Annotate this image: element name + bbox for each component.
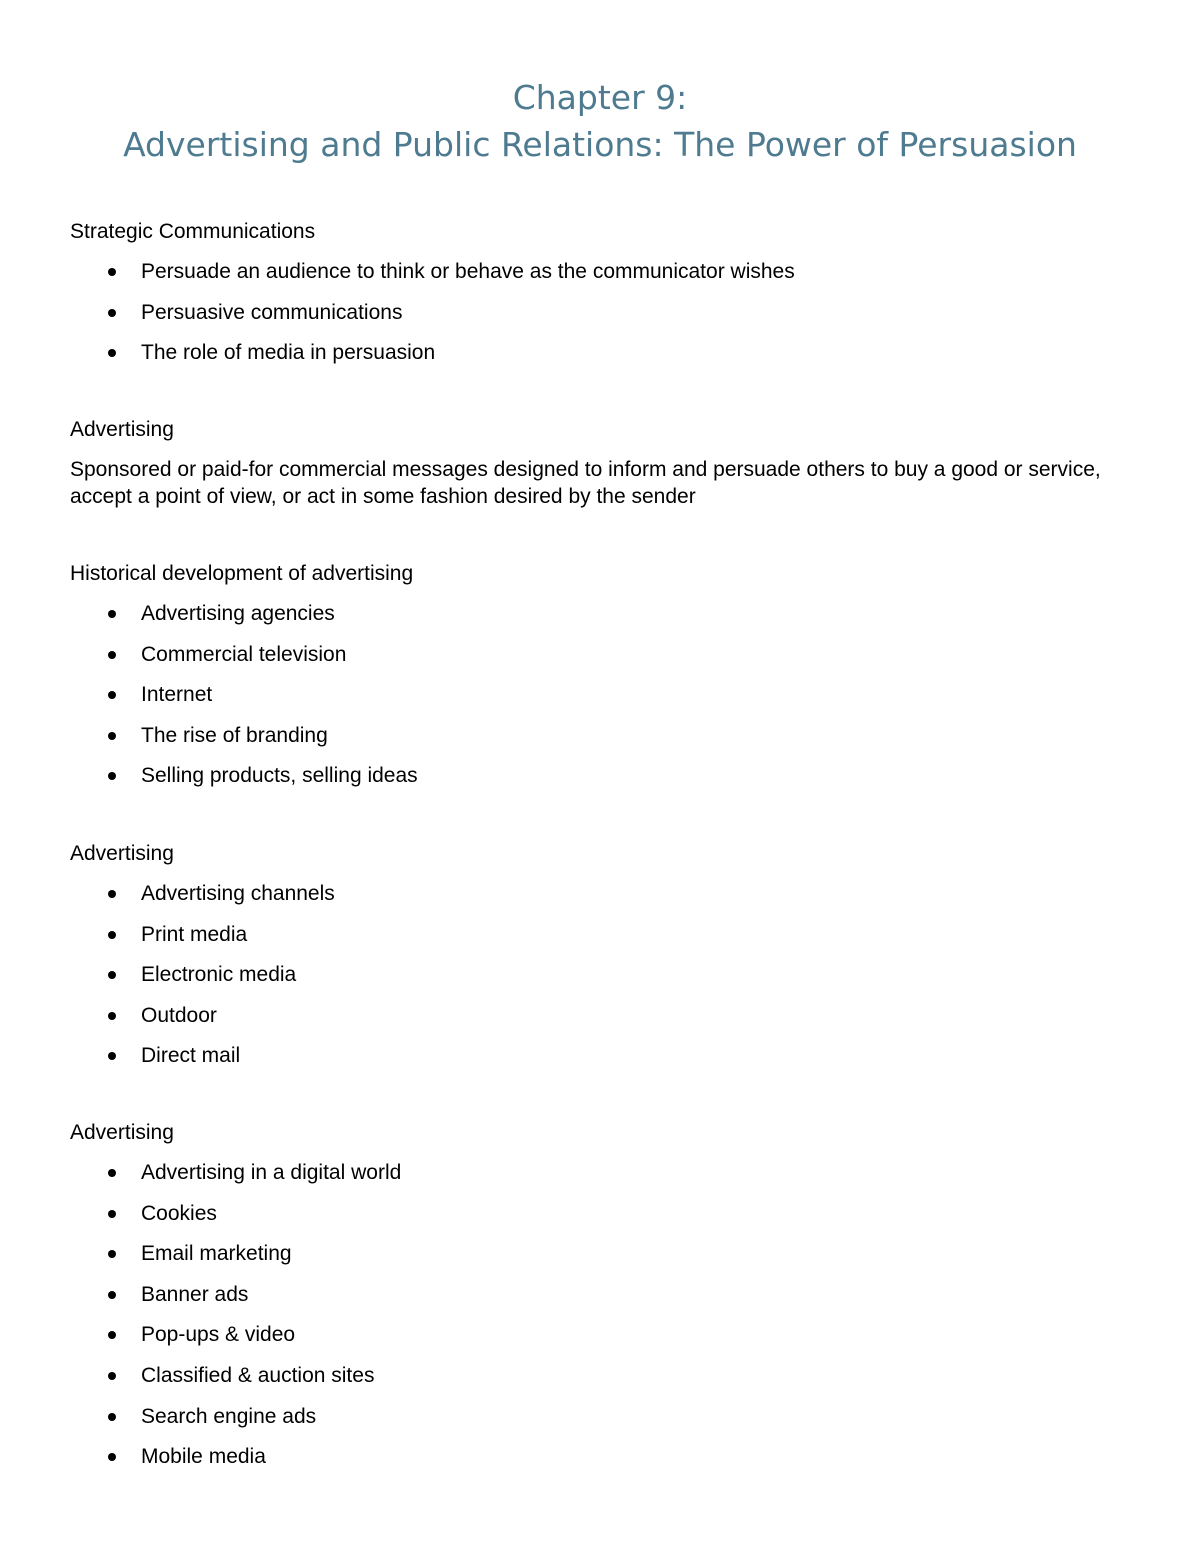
bullet-icon: [108, 349, 116, 357]
list-item: [70, 921, 1130, 949]
section-heading: Historical development of advertising: [70, 562, 414, 585]
list-item: [70, 1281, 1130, 1309]
list-item: [70, 1403, 1130, 1431]
list-item: [70, 762, 1130, 790]
section-heading: Advertising: [70, 1121, 174, 1144]
bullet-icon: [108, 1331, 116, 1339]
list-item-text: Persuade an audience to think or behave as the communicator wishes: [141, 260, 795, 283]
list-item: [70, 1240, 1130, 1268]
list-item: [70, 880, 1130, 908]
bullet-icon: [108, 1169, 116, 1177]
list-item-text: Outdoor: [141, 1003, 217, 1027]
list-item-text: Advertising agencies: [141, 602, 335, 625]
chapter-title: [0, 74, 1200, 168]
bullet-icon: [108, 1210, 116, 1218]
list-item: [70, 600, 1130, 628]
list-item-text: Mobile media: [141, 1445, 266, 1469]
list-item-text: Pop-ups & video: [141, 1323, 296, 1347]
list-item-text: Search engine ads: [141, 1404, 317, 1428]
bullet-icon: [108, 1012, 116, 1020]
bullet-icon: [108, 1052, 116, 1060]
list-item-text: Print media: [141, 922, 248, 946]
list-item: [70, 681, 1130, 709]
section-historical-development: [70, 560, 1130, 803]
list-item-text: Classified & auction sites: [141, 1363, 375, 1387]
list-item-text: Advertising channels: [141, 882, 335, 905]
list-item: [70, 258, 1130, 286]
list-item: [70, 1321, 1130, 1349]
list-item-text: Cookies: [141, 1201, 217, 1225]
section-heading: Advertising: [70, 418, 174, 441]
list-item-text: Banner ads: [141, 1282, 249, 1306]
section-advertising-channels: [70, 840, 1130, 1083]
section-heading: Strategic Communications: [70, 220, 316, 243]
list-item-text: Persuasive communications: [141, 300, 403, 324]
list-item: [70, 339, 1130, 367]
bullet-list: [70, 1159, 1130, 1471]
bullet-list: [70, 600, 1130, 790]
list-item: [70, 641, 1130, 669]
list-item-text: Selling products, selling ideas: [141, 764, 418, 788]
bullet-icon: [108, 1413, 116, 1421]
bullet-icon: [108, 732, 116, 740]
bullet-icon: [108, 691, 116, 699]
list-item: [70, 1159, 1130, 1187]
list-item-text: Commercial television: [141, 642, 347, 666]
bullet-icon: [108, 651, 116, 659]
bullet-list: [70, 258, 1130, 367]
bullet-icon: [108, 309, 116, 317]
list-item: [70, 1002, 1130, 1030]
bullet-icon: [108, 1372, 116, 1380]
section-advertising-definition: [70, 416, 1130, 510]
bullet-icon: [108, 610, 116, 618]
section-digital-advertising: [70, 1119, 1130, 1484]
bullet-list: [70, 880, 1130, 1070]
list-item: [70, 1443, 1130, 1471]
list-item-text: Internet: [141, 683, 213, 707]
list-item: [70, 1042, 1130, 1070]
bullet-icon: [108, 1250, 116, 1258]
list-item-text: Electronic media: [141, 963, 297, 987]
list-item: [70, 299, 1130, 327]
section-heading: Advertising: [70, 842, 174, 865]
list-item: [70, 961, 1130, 989]
list-item: [70, 1200, 1130, 1228]
bullet-icon: [108, 931, 116, 939]
list-item-text: Direct mail: [141, 1044, 241, 1068]
bullet-icon: [108, 268, 116, 276]
list-item: [70, 1362, 1130, 1390]
list-item-text: The rise of branding: [141, 723, 328, 747]
chapter-number: Chapter 9:: [512, 78, 688, 117]
list-item: [70, 722, 1130, 750]
list-item-text: Advertising in a digital world: [141, 1161, 402, 1184]
chapter-subtitle: Advertising and Public Relations: The Power of Persuasion: [123, 125, 1077, 164]
bullet-icon: [108, 890, 116, 898]
bullet-icon: [108, 772, 116, 780]
definition-paragraph: Sponsored or paid-for commercial messages designed to inform and persuade others to buy a good or service, accept a point of view, or act in some fashion desired by the sender: [70, 458, 1101, 508]
bullet-icon: [108, 971, 116, 979]
list-item-text: The role of media in persuasion: [141, 341, 436, 365]
bullet-icon: [108, 1291, 116, 1299]
section-strategic-communications: [70, 218, 1130, 380]
list-item-text: Email marketing: [141, 1242, 292, 1266]
bullet-icon: [108, 1453, 116, 1461]
